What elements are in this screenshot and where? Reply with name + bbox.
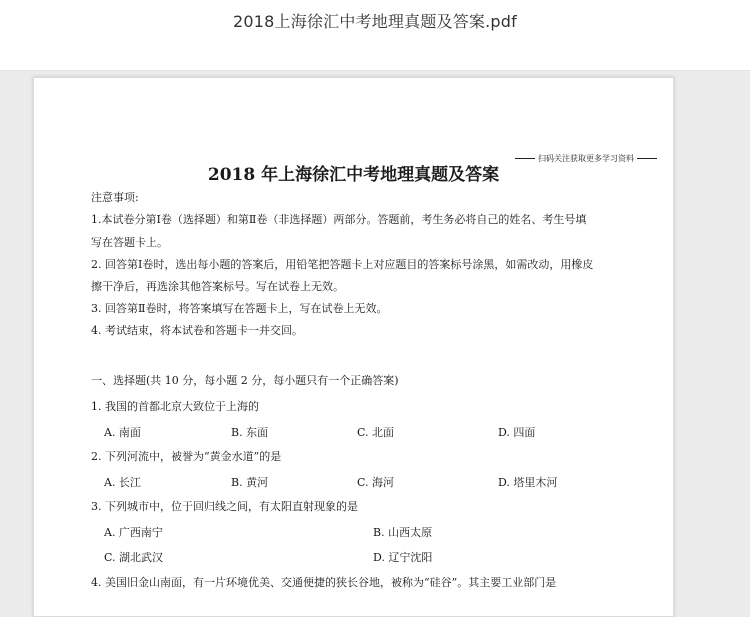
option: D. 四面 (498, 426, 536, 439)
dash-left (515, 158, 535, 159)
viewer-header (0, 0, 750, 71)
option: A. 长江 (104, 476, 141, 489)
note-line: 擦干净后，再选涂其他答案标号。写在试卷上无效。 (91, 280, 344, 293)
question-stem: 3. 下列城市中，位于回归线之间，有太阳直射现象的是 (91, 500, 358, 513)
option: B. 黄河 (231, 476, 269, 489)
option: D. 塔里木河 (498, 476, 558, 489)
option: C. 海河 (357, 476, 395, 489)
option: C. 湖北武汉 (104, 551, 164, 564)
option: B. 东面 (231, 426, 269, 439)
note-line: 3. 回答第Ⅱ卷时，将答案填写在答题卡上，写在试卷上无效。 (91, 302, 388, 315)
section-heading: 一、选择题(共 10 分，每小题 2 分，每小题只有一个正确答案) (91, 374, 399, 387)
option: A. 南面 (104, 426, 141, 439)
scan-note-text: 扫码关注获取更多学习资料 (538, 154, 634, 163)
option: C. 北面 (357, 426, 395, 439)
notes-heading: 注意事项: (91, 191, 139, 204)
question-stem: 4. 美国旧金山南面，有一片环境优美、交通便捷的狭长谷地，被称为“硅谷”。其主要工业部门是 (91, 576, 557, 589)
file-title: 2018上海徐汇中考地理真题及答案.pdf (233, 12, 517, 31)
option: D. 辽宁沈阳 (373, 551, 433, 564)
note-line: 1.本试卷分第Ⅰ卷（选择题）和第Ⅱ卷（非选择题）两部分。答题前，考生务必将自己的姓名、考生号填 (91, 213, 587, 226)
option: B. 山西太原 (373, 526, 433, 539)
note-line: 2. 回答第Ⅰ卷时，选出每小题的答案后，用铅笔把答题卡上对应题目的答案标号涂黑，如需改动，用橡皮 (91, 258, 594, 271)
note-line: 写在答题卡上。 (91, 236, 168, 249)
dash-right (637, 158, 657, 159)
note-line: 4. 考试结束，将本试卷和答题卡一并交回。 (91, 324, 303, 337)
question-stem: 2. 下列河流中，被誉为“黄金水道”的是 (91, 450, 282, 463)
document-title: 2018 年上海徐汇中考地理真题及答案 (207, 165, 500, 185)
option: A. 广西南宁 (104, 526, 163, 539)
question-stem: 1. 我国的首都北京大致位于上海的 (91, 400, 259, 413)
pdf-page (33, 77, 674, 617)
